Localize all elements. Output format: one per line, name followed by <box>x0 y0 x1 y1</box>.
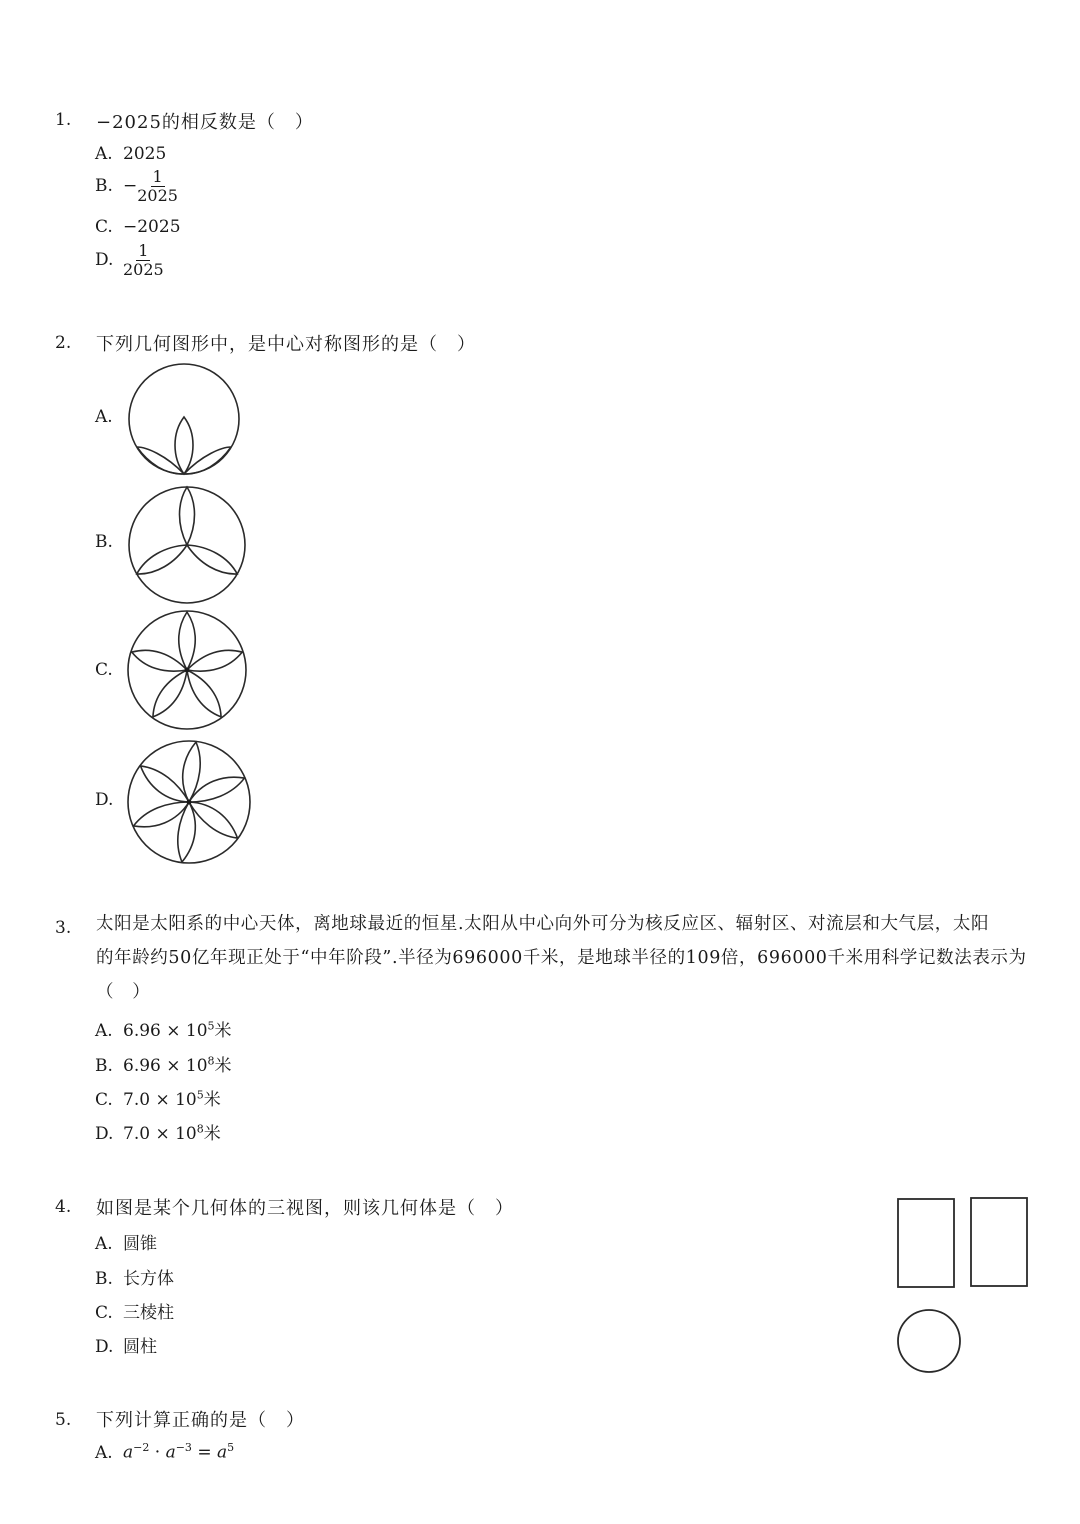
option-label: C. <box>95 1090 113 1110</box>
q2-number: 2. <box>55 333 72 353</box>
top-view-circle <box>898 1310 960 1372</box>
q1-stem: −2025的相反数是（ ） <box>96 112 314 133</box>
mantissa: 7.0 × 10 <box>123 1090 197 1110</box>
option-label: A. <box>95 144 113 164</box>
exponent: 5 <box>207 1019 215 1033</box>
option-label: A. <box>95 1234 113 1254</box>
exponent: 5 <box>196 1088 204 1102</box>
q2-option-c-label[interactable]: C. <box>95 660 113 680</box>
q3-option-c[interactable] <box>95 1085 221 1110</box>
minus-sign: − <box>123 176 138 196</box>
q2-stem: 下列几何图形中，是中心对称图形的是（ ） <box>96 334 476 355</box>
q3-stem-line-2: 的年龄约50亿年现正处于“中年阶段”.半径为696000千米，是地球半径的109倍，696000千米用科学记数法表示为 <box>96 948 1027 968</box>
q3-stem-line-1: 太阳是太阳系的中心天体，离地球最近的恒星.太阳从中心向外可分为核反应区、辐射区、对流层和大气层，太阳 <box>96 914 990 934</box>
option-label: A. <box>95 1021 113 1041</box>
q4-stem: 如图是某个几何体的三视图，则该几何体是（ ） <box>96 1198 514 1219</box>
option-value: 圆锥 <box>123 1234 157 1254</box>
option-value: 长方体 <box>123 1269 174 1289</box>
q4-option-b[interactable] <box>95 1264 174 1289</box>
q1-option-c[interactable] <box>95 217 181 237</box>
denominator: 2025 <box>137 186 178 205</box>
option-value: 2025 <box>123 144 167 164</box>
q3-stem-line-3: （ ） <box>96 982 151 1002</box>
exponent: 8 <box>196 1122 204 1136</box>
front-view-rectangle <box>898 1199 954 1287</box>
option-label: C. <box>95 1303 113 1323</box>
q1-option-b[interactable] <box>95 169 178 204</box>
q4-option-d[interactable] <box>95 1332 157 1357</box>
q2-option-a-label[interactable]: A. <box>95 407 113 427</box>
q5-number: 5. <box>55 1410 72 1430</box>
exponent: 8 <box>207 1054 215 1068</box>
unit: 米 <box>214 1056 232 1076</box>
option-value: 三棱柱 <box>123 1303 174 1323</box>
q3-option-d[interactable] <box>95 1119 221 1144</box>
numerator: 1 <box>138 241 149 260</box>
option-label: C. <box>95 217 113 237</box>
option-value: −2025 <box>123 217 181 237</box>
unit: 米 <box>214 1021 232 1041</box>
option-label: D. <box>95 1337 114 1357</box>
exponent: −2 <box>133 1441 150 1454</box>
q1-number: 1. <box>55 110 72 130</box>
fraction <box>137 169 178 204</box>
mantissa: 7.0 × 10 <box>123 1124 197 1144</box>
q4-option-a[interactable] <box>95 1229 157 1254</box>
q4-option-c[interactable] <box>95 1298 174 1323</box>
q2-option-b-label[interactable]: B. <box>95 532 113 552</box>
base-a: a <box>165 1442 176 1463</box>
q4-three-view-figure <box>895 1195 1031 1375</box>
exponent: 5 <box>227 1441 235 1454</box>
q5-option-a[interactable] <box>95 1441 234 1463</box>
q2-option-d-label[interactable]: D. <box>95 790 114 810</box>
q2-figure-b[interactable] <box>127 485 247 605</box>
q1-option-a[interactable] <box>95 144 166 164</box>
option-label: B. <box>95 176 113 196</box>
option-label: D. <box>95 1124 114 1144</box>
q1-option-d[interactable] <box>95 243 164 278</box>
numerator: 1 <box>152 167 163 186</box>
option-value: 圆柱 <box>123 1337 157 1357</box>
dot-operator: · <box>149 1442 166 1463</box>
unit: 米 <box>203 1090 221 1110</box>
q2-figure-c[interactable] <box>126 609 248 731</box>
unit: 米 <box>203 1124 221 1144</box>
denominator: 2025 <box>123 260 164 279</box>
option-label: A. <box>95 1442 113 1463</box>
q2-figure-a[interactable] <box>126 363 242 479</box>
base-a: a <box>217 1442 228 1463</box>
option-label: B. <box>95 1056 113 1076</box>
equals-sign: = <box>191 1442 217 1463</box>
fraction <box>123 243 164 278</box>
q3-option-b[interactable] <box>95 1051 232 1076</box>
q4-number: 4. <box>55 1197 72 1217</box>
exponent: −3 <box>175 1441 192 1454</box>
q2-figure-d[interactable] <box>126 739 252 865</box>
q3-number: 3. <box>55 918 72 938</box>
q3-option-a[interactable] <box>95 1016 232 1041</box>
side-view-rectangle <box>971 1198 1027 1286</box>
option-label: D. <box>95 250 114 270</box>
q3-stem <box>96 907 1027 1009</box>
option-label: B. <box>95 1269 113 1289</box>
q5-stem: 下列计算正确的是（ ） <box>96 1410 305 1431</box>
mantissa: 6.96 × 10 <box>123 1056 208 1076</box>
mantissa: 6.96 × 10 <box>123 1021 208 1041</box>
base-a: a <box>123 1442 134 1463</box>
